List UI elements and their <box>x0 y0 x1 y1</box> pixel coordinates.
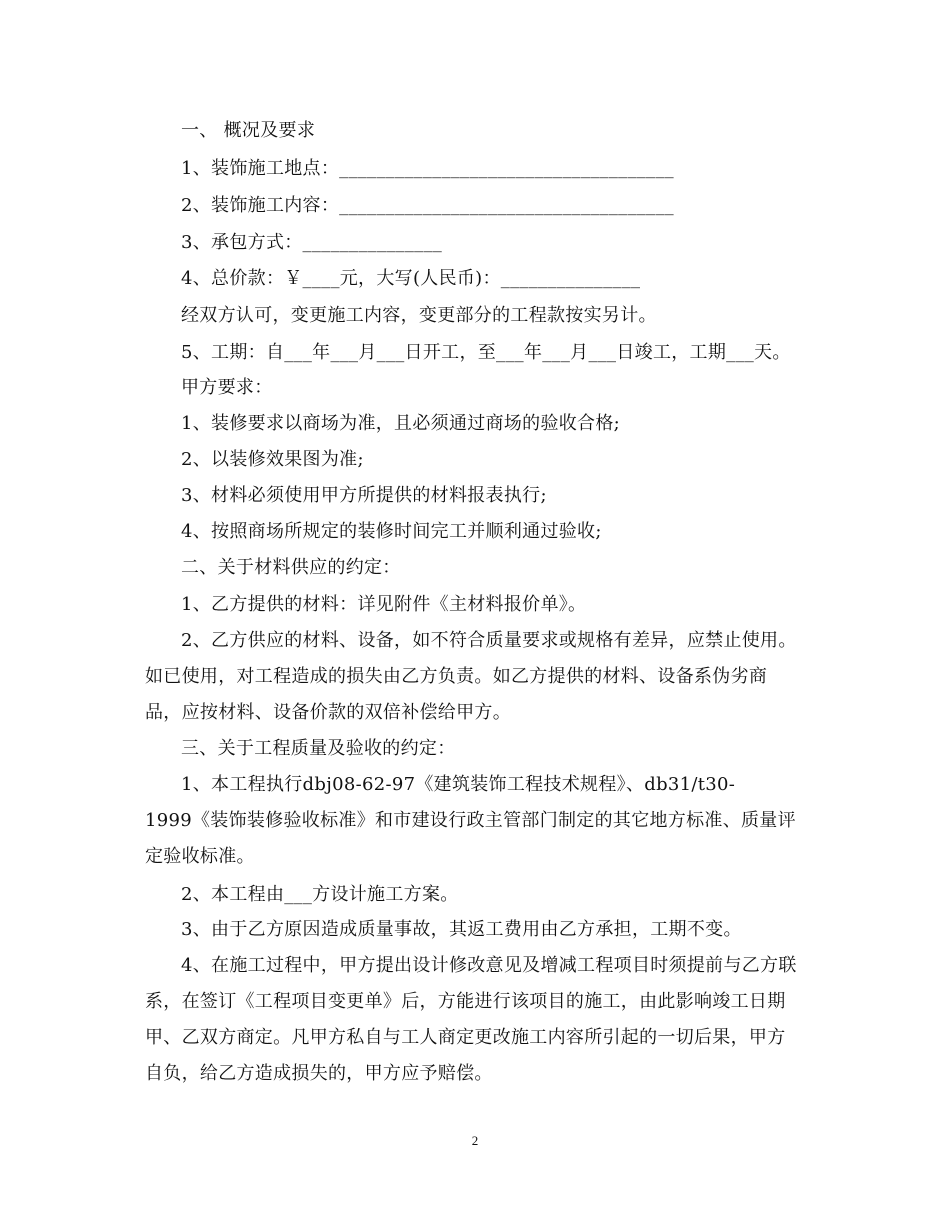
paragraph-line: 4、总价款：￥____元，大写(人民币)：_______________ <box>181 268 641 289</box>
paragraph-line: 5、工期：自___年___月___日开工，至___年___月___日竣工，工期___天。 <box>181 342 791 363</box>
paragraph-line: 如已使用，对工程造成的损失由乙方负责。如乙方提供的材料、设备系伪劣商 <box>145 666 768 687</box>
paragraph-line: 1999《装饰装修验收标准》和市建设行政主管部门制定的其它地方标准、质量评 <box>145 810 796 831</box>
section-heading-overview: 一、 概况及要求 <box>181 120 316 141</box>
paragraph-line: 3、材料必须使用甲方所提供的材料报表执行; <box>181 485 547 506</box>
paragraph-line: 2、乙方供应的材料、设备，如不符合质量要求或规格有差异，应禁止使用。 <box>181 630 797 651</box>
paragraph-line: 自负，给乙方造成损失的，甲方应予赔偿。 <box>145 1063 493 1084</box>
paragraph-line: 3、由于乙方原因造成质量事故，其返工费用由乙方承担，工期不变。 <box>181 919 742 940</box>
paragraph-line: 甲方要求： <box>181 377 273 398</box>
page-number: 2 <box>471 1133 479 1148</box>
paragraph-line: 2、以装修效果图为准; <box>181 449 364 470</box>
paragraph-line: 品，应按材料、设备价款的双倍补偿给甲方。 <box>145 702 511 723</box>
paragraph-line: 1、装修要求以商场为准，且必须通过商场的验收合格; <box>181 413 621 434</box>
paragraph-line: 4、在施工过程中，甲方提出设计修改意见及增减工程项目时须提前与乙方联 <box>181 955 797 976</box>
paragraph-line: 定验收标准。 <box>145 846 255 867</box>
paragraph-line: 甲、乙双方商定。凡甲方私自与工人商定更改施工内容所引起的一切后果，甲方 <box>145 1027 786 1048</box>
paragraph-line: 2、本工程由___方设计施工方案。 <box>181 884 459 905</box>
paragraph-line: 经双方认可，变更施工内容，变更部分的工程款按实另计。 <box>181 305 657 326</box>
paragraph-line: 1、本工程执行dbj08-62-97《建筑装饰工程技术规程》、db31/t30- <box>181 774 736 795</box>
paragraph-line: 3、承包方式：_______________ <box>181 232 443 253</box>
paragraph-line: 4、按照商场所规定的装修时间完工并顺利通过验收; <box>181 521 602 542</box>
paragraph-line: 系，在签订《工程项目变更单》后，方能进行该项目的施工，由此影响竣工日期 <box>145 991 786 1012</box>
paragraph-line: 2、装饰施工内容：____________________________________ <box>181 195 674 216</box>
section-heading-materials: 二、关于材料供应的约定： <box>181 557 401 578</box>
paragraph-line: 1、装饰施工地点：____________________________________ <box>181 158 674 179</box>
section-heading-quality: 三、关于工程质量及验收的约定： <box>181 738 456 759</box>
paragraph-line: 1、乙方提供的材料：详见附件《主材料报价单》。 <box>181 594 587 615</box>
